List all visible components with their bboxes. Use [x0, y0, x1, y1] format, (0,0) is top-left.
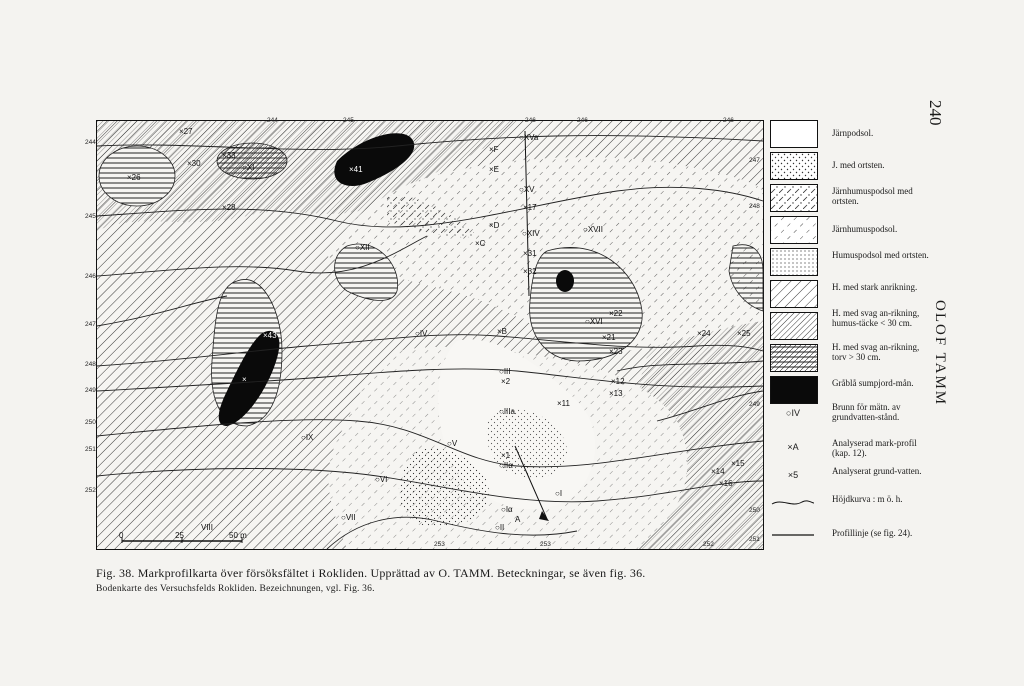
well-VII: ○VII: [341, 513, 356, 522]
legend-swatch: [770, 152, 818, 180]
well-IX: ○IX: [301, 433, 314, 442]
point-33: ×33: [222, 151, 236, 160]
legend-text: Brunn för mätn. av grundvatten-stånd.: [832, 402, 901, 422]
point-XVa: ○XVa: [519, 133, 539, 142]
point-1: ×1: [501, 451, 511, 460]
point-XV: ○XV: [519, 185, 535, 194]
tick-right-3: 250: [749, 507, 760, 514]
point-15: ×15: [731, 459, 745, 468]
legend-text: Järnpodsol.: [832, 128, 874, 138]
legend-swatch: [770, 216, 818, 244]
point-21: ×21: [602, 333, 616, 342]
tick-top-4: 246: [723, 117, 734, 124]
point-xi: ○XI: [242, 163, 255, 172]
tick-right-1: 248: [749, 203, 760, 210]
point-30: ×30: [187, 159, 201, 168]
point-XIV: ○XIV: [522, 229, 540, 238]
point-17: ×17: [523, 203, 537, 212]
legend-swatch: [770, 344, 818, 372]
point-25: ×25: [737, 329, 751, 338]
sump-small: [556, 270, 574, 292]
legend-text: Järnhumuspodsol.: [832, 224, 898, 234]
legend-text: Humuspodsol med ortsten.: [832, 250, 929, 260]
contour-symbol: [770, 498, 816, 510]
legend-text: H. med svag an-rikning, torv > 30 cm.: [832, 342, 920, 362]
scale-50m: 50 m: [229, 531, 247, 540]
tick-left-2: 246: [85, 273, 96, 280]
legend-swatch: [770, 184, 818, 212]
legend-swatch: [770, 376, 818, 404]
tick-left-0: 244: [85, 139, 96, 146]
tick-top-2: 246: [525, 117, 536, 124]
tick-left-5: 249: [85, 387, 96, 394]
tick-top-3: 246: [577, 117, 588, 124]
tick-top-0: 244: [267, 117, 278, 124]
scale-25: 25: [175, 531, 184, 540]
legend-swatch: [770, 248, 818, 276]
legend-swatch: [770, 312, 818, 340]
tick-left-6: 250: [85, 419, 96, 426]
legend-text: H. med svag an-rikning, humus-täcke < 30 cm.: [832, 308, 920, 328]
point-16: ×16: [719, 479, 733, 488]
groundwater-symbol: ×5: [787, 470, 799, 480]
legend-swatch: [770, 280, 818, 308]
caption-main: Fig. 38. Markprofilkarta över försöksfältet i Rokliden. Upprättad av O. TAMM. Beteckningar, se även fig. 36.: [96, 566, 646, 580]
legend-swatch: [770, 120, 818, 148]
point-E: ×E: [489, 165, 500, 174]
legend-text: Profillinje (se fig. 24).: [832, 528, 913, 538]
well-I: ○I: [555, 489, 563, 498]
point-B: ×B: [497, 327, 508, 336]
well-IIa: ○IIα: [499, 461, 513, 470]
tick-left-1: 245: [85, 213, 96, 220]
point-D: ×D: [489, 221, 500, 230]
well-IV: ○IV: [415, 329, 428, 338]
well-symbol: ○IV: [786, 408, 800, 418]
legend-text: Gråblå sumpjord-mån.: [832, 378, 914, 388]
point-24: ×24: [697, 329, 711, 338]
well-II: ○II: [495, 523, 505, 532]
point-XVI: ○XVI: [585, 317, 603, 326]
point-23: ×23: [609, 347, 623, 356]
tick-bottom-0: 253: [434, 541, 445, 548]
point-12: ×12: [611, 377, 625, 386]
page-number: 240: [926, 100, 945, 126]
tick-right-2: 249: [749, 401, 760, 408]
tick-top-1: 245: [343, 117, 354, 124]
profile-symbol: ×A: [787, 442, 799, 452]
legend-text: Järnhumuspodsol med ortsten.: [832, 186, 913, 206]
point-F: ×F: [489, 145, 499, 154]
legend-text: Analyserat grund-vatten.: [832, 466, 922, 476]
legend-text: J. med ortsten.: [832, 160, 885, 170]
scale-0: 0: [119, 531, 124, 540]
profile-A: A: [515, 515, 521, 524]
tick-right-0: 247: [749, 157, 760, 164]
point-2: ×2: [501, 377, 511, 386]
point-11: ×11: [557, 399, 570, 408]
point-14: ×14: [711, 467, 725, 476]
tick-left-3: 247: [85, 321, 96, 328]
well-VIII: VIII: [201, 523, 214, 532]
point-41: ×41: [349, 165, 363, 174]
point-C: ×C: [475, 239, 486, 248]
point-13: ×13: [609, 389, 623, 398]
soil-map: [85, 117, 764, 550]
point-27: ×27: [179, 127, 193, 136]
tick-left-7: 251: [85, 446, 96, 453]
tick-left-4: 248: [85, 361, 96, 368]
legend-text: Analyserad mark-profil (kap. 12).: [832, 438, 917, 458]
well-Ia: ○Iα: [501, 505, 513, 514]
profile-line-symbol: [770, 530, 816, 542]
point-26: ×26: [127, 173, 141, 182]
running-head: OLOF TAMM: [932, 300, 948, 407]
point-XII: ○XII: [355, 243, 370, 252]
point-XVII: ○XVII: [583, 225, 603, 234]
tick-right-4: 251: [749, 536, 760, 543]
point-43: ×43: [263, 331, 277, 340]
well-V: ○V: [447, 439, 458, 448]
tick-bottom-2: 252: [703, 541, 714, 548]
well-VI: ○VI: [375, 475, 388, 484]
tick-bottom-1: 253: [540, 541, 551, 548]
legend-text: Höjdkurva : m ö. h.: [832, 494, 903, 504]
point-31: ×31: [523, 249, 537, 258]
caption-german: Bodenkarte des Versuchsfelds Rokliden. Bezeichnungen, vgl. Fig. 36.: [96, 584, 375, 594]
point-28: ×28: [222, 203, 236, 212]
well-IIIa: ○IIIa: [499, 407, 515, 416]
point-32: ×32: [523, 267, 537, 276]
well-III: ○III: [499, 367, 511, 376]
point-x-black: ×: [242, 375, 247, 384]
tick-left-8: 252: [85, 487, 96, 494]
figure-caption: [96, 566, 796, 594]
legend-text: H. med stark anrikning.: [832, 282, 918, 292]
soil-map-drawing: [97, 121, 763, 549]
point-22: ×22: [609, 309, 623, 318]
